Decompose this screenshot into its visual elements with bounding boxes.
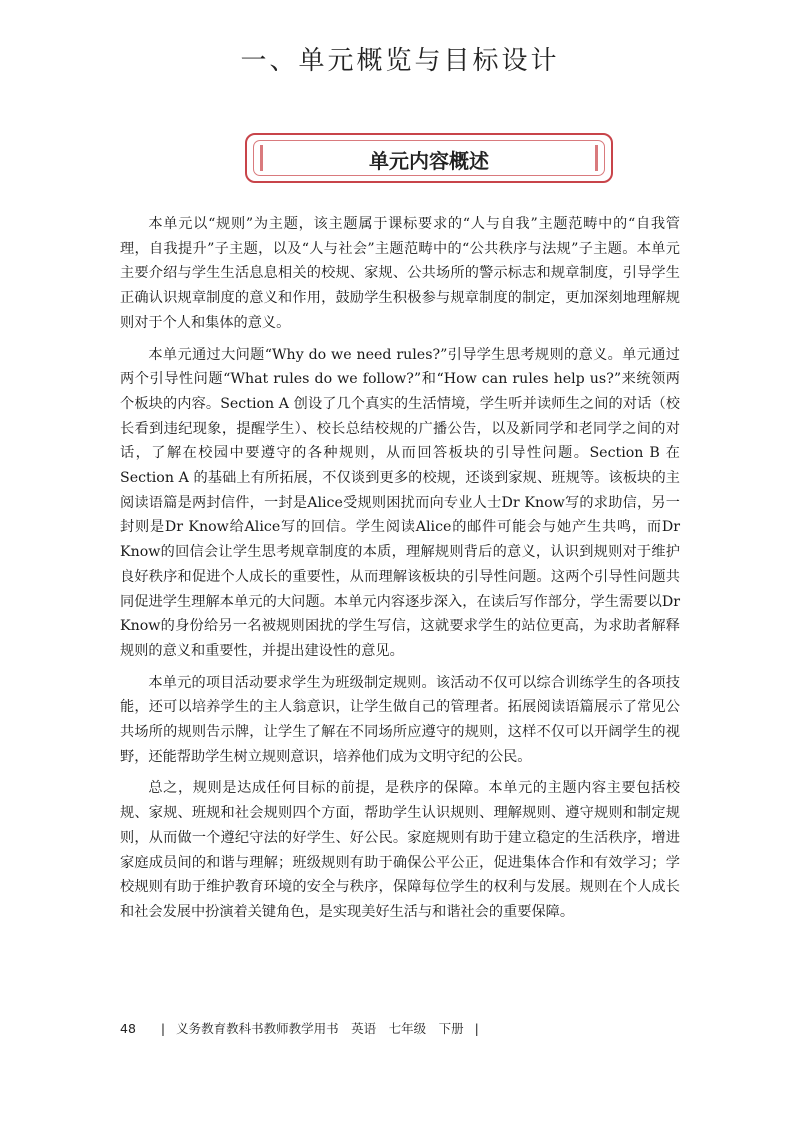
section-title: 单元内容概述 bbox=[369, 149, 489, 173]
paragraph: 本单元以“规则”为主题，该主题属于课标要求的“人与自我”主题范畴中的“自我管理，自我提升”子主题，以及“人与社会”主题范畴中的“公共秩序与法规”子主题。本单元主要介绍与学生生活息息相关的校规、家规、公共场所的警示标志和规章制度，引导学生正确认识规章制度的意义和作用，鼓励学生积极参与规章制度的制定，更加深刻地理解规则对于个人和集体的意义。 bbox=[120, 216, 680, 331]
section-heading-frame bbox=[245, 133, 613, 183]
page-number: 48 bbox=[120, 1021, 136, 1036]
paragraph: 总之，规则是达成任何目标的前提，是秩序的保障。本单元的主题内容主要包括校规、家规、班规和社会规则四个方面，帮助学生认识规则、理解规则、遵守规则和制定规则，从而做一个遵纪守法的好学生、好公民。家庭规则有助于建立稳定的生活秩序，增进家庭成员间的和谐与理解；班级规则有助于确保公平公正，促进集体合作和有效学习；学校规则有助于维护教育环境的安全与秩序，保障每位学生的权利与发展。规则在个人成长和社会发展中扮演着关键角色，是实现美好生活与和谐社会的重要保障。 bbox=[120, 780, 680, 920]
page-title: 一、单元概览与目标设计 bbox=[240, 46, 560, 76]
page-footer bbox=[120, 1019, 486, 1037]
paragraph: 本单元通过大问题“Why do we need rules?”引导学生思考规则的意义。单元通过两个引导性问题“What rules do we follow?”和“How can rules help us?”来统领两个板块的内容。Section A 创设了几个真实的生活情境，学生听并读师生之间的对话（校长看到违纪现象，提醒学生）、校长总结校规的广播公告，以及新同学和老同学之间的对话，了解在校园中要遵守的各种规则，从而回答板块的引导性问题。Section B 在 Section A 的基础上有所拓展，不仅谈到更多的校规，还谈到家规、班规等。该板块的主阅读语篇是两封信件，一封是Alice受规则困扰而向专业人士Dr Know写的求助信，另一封则是Dr Know给Alice写的回信。学生阅读Alice的邮件可能会与她产生共鸣，而Dr Know的回信会让学生思考规章制度的本质，理解规则背后的意义，认识到规则对于维护良好秩序和促进个人成长的重要性，从而理解该板块的引导性问题。这两个引导性问题共同促进学生理解本单元的大问题。本单元内容逐步深入，在读后写作部分，学生需要以Dr Know的身份给另一名被规则困扰的学生写信，这就要求学生的站位更高，为求助者解释规则的意义和重要性，并提出建设性的意见。 bbox=[120, 346, 680, 659]
footer-separator: | bbox=[160, 1021, 166, 1036]
book-title: 义务教育教科书教师教学用书 英语 七年级 下册 bbox=[176, 1021, 464, 1036]
footer-separator-end: | bbox=[474, 1021, 479, 1036]
paragraph: 本单元的项目活动要求学生为班级制定规则。该活动不仅可以综合训练学生的各项技能，还可以培养学生的主人翁意识，让学生做自己的管理者。拓展阅读语篇展示了常见公共场所的规则告示牌，让学生了解在不同场所应遵守的规则，这样不仅可以开阔学生的视野，还能帮助学生树立规则意识，培养他们成为文明守纪的公民。 bbox=[120, 674, 680, 765]
body-text bbox=[120, 212, 680, 932]
